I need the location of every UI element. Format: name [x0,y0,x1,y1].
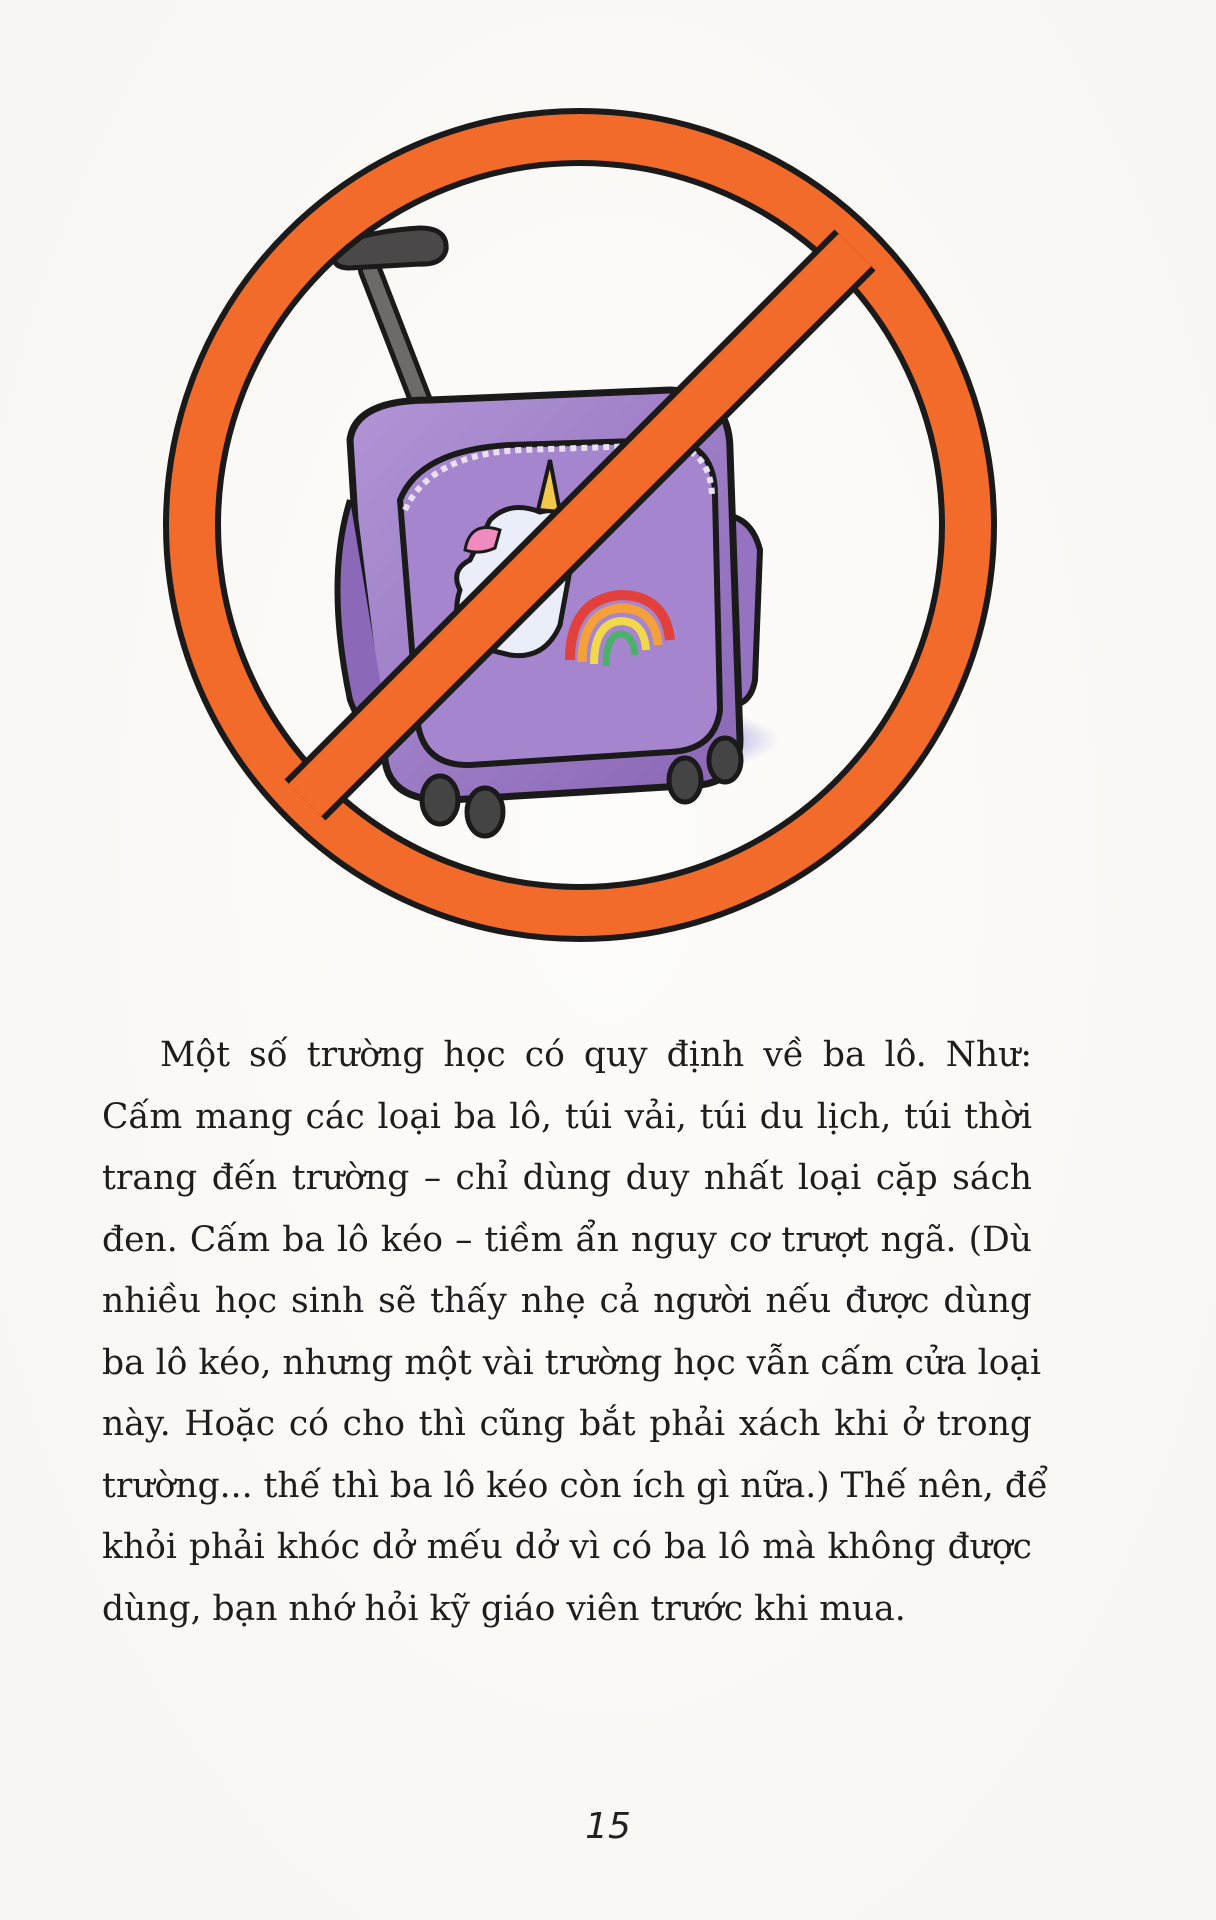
trolley-handle [334,228,446,425]
paragraph-line: trang đến trường – chỉ dùng duy nhất loại cặp sách [102,1158,1032,1198]
paragraph-line: Một số trường học có quy định về ba lô. Như: [160,1035,1032,1075]
paragraph-line: Cấm mang các loại ba lô, túi vải, túi du lịch, túi thời [102,1096,1032,1137]
paragraph-line: khỏi phải khóc dở mếu dở vì có ba lô mà không được [102,1527,1032,1567]
body-paragraph [102,1025,1049,1640]
page-number: 15 [585,1806,631,1847]
paragraph-line: trường... thế thì ba lô kéo còn ích gì nữa.) Thế nên, để [102,1465,1049,1506]
paragraph-line: đen. Cấm ba lô kéo – tiềm ẩn nguy cơ trượt ngã. (Dù [102,1219,1032,1260]
paragraph-line: ba lô kéo, nhưng một vài trường học vẫn cấm cửa loại [102,1342,1042,1383]
prohibition-sign-icon [192,137,968,913]
no-rolling-backpack-illustration [150,100,1010,960]
paragraph-line: này. Hoặc có cho thì cũng bắt phải xách khi ở trong [102,1404,1032,1444]
paragraph-line: dùng, bạn nhớ hỏi kỹ giáo viên trước khi mua. [102,1588,906,1629]
paragraph-line: nhiều học sinh sẽ thấy nhẹ cả người nếu được dùng [102,1281,1032,1321]
